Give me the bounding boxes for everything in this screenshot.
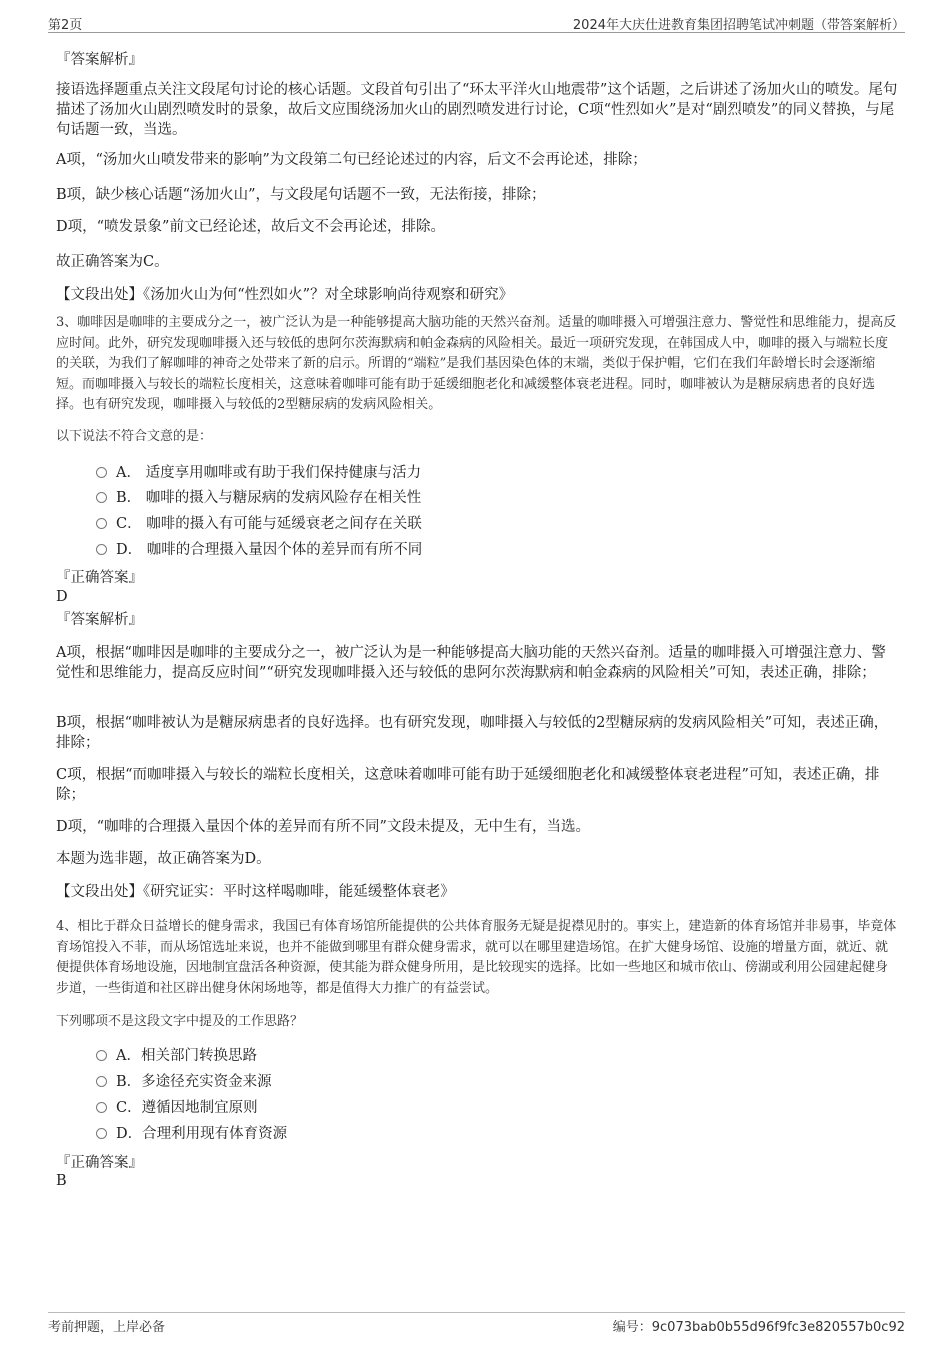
radio-icon[interactable] bbox=[96, 1076, 107, 1087]
q4-option-c[interactable]: C．遵循因地制宜原则 bbox=[96, 1098, 258, 1118]
q2-analysis-intro: 接语选择题重点关注文段尾句讨论的核心话题。文段首句引出了“环太平洋火山地震带”这个话题，之后讲述了汤加火山的喷发。尾句描述了汤加火山剧烈喷发时的景象，故后文应围绕汤加火山的剧烈喷发进行讨论，C项“性烈如火”是对“剧烈喷发”的同义替换，与尾句话题一致，当选。 bbox=[56, 82, 898, 138]
page-footer bbox=[48, 1312, 905, 1335]
page-number: 第2页 bbox=[48, 18, 83, 33]
q4-passage: 4、相比于群众日益增长的健身需求，我国已有体育场馆所能提供的公共体育服务无疑是捉襟见肘的。事实上，建造新的体育场馆并非易事，毕竟体育场馆投入不菲，而从场馆选址来说，也并不能做到哪里有群众健身需求，就可以在哪里建造场馆。在扩大健身场馆、设施的增量方面，就近、就便提供体育场地设施，因地制宜盘活各种资源，使其能为群众健身所用，是比较现实的选择。比如一些地区和城市依山、傍湖或利用公园建起健身步道，一些街道和社区辟出健身休闲场地等，都是值得大力推广的有益尝试。 bbox=[56, 919, 897, 996]
q3-answer: D bbox=[56, 589, 68, 605]
document-code: 编号：9c073bab0b55d96f9fc3e820557b0c92 bbox=[612, 1320, 905, 1335]
q3-analysis-a: A项，根据“咖啡因是咖啡的主要成分之一，被广泛认为是一种能够提高大脑功能的天然兴奋剂。适量的咖啡摄入可增强注意力、警觉性和思维能力，提高反应时间”“研究发现咖啡摄入还与较低的患阿尔茨海默病和帕金森病的风险相关”可知，表述正确，排除； bbox=[56, 645, 886, 681]
q3-option-a[interactable]: A． 适度享用咖啡或有助于我们保持健康与活力 bbox=[96, 463, 421, 483]
q2-analysis-d: D项，“喷发景象”前文已经论述，故后文不会再论述，排除。 bbox=[56, 219, 445, 235]
document-title: 2024年大庆仕进教育集团招聘笔试冲刺题（带答案解析） bbox=[572, 18, 905, 33]
q4-answer: B bbox=[56, 1173, 67, 1189]
q2-analysis-a: A项，“汤加火山喷发带来的影响”为文段第二句已经论述过的内容，后文不会再论述，排除； bbox=[56, 152, 647, 168]
q4-option-b[interactable]: B．多途径充实资金来源 bbox=[96, 1072, 272, 1092]
radio-icon[interactable] bbox=[96, 1050, 107, 1061]
radio-icon[interactable] bbox=[96, 1102, 107, 1113]
q3-option-b[interactable]: B． 咖啡的摄入与糖尿病的发病风险存在相关性 bbox=[96, 488, 421, 508]
q3-question: 以下说法不符合文意的是： bbox=[56, 429, 213, 444]
q3-passage: 3、咖啡因是咖啡的主要成分之一，被广泛认为是一种能够提高大脑功能的天然兴奋剂。适量的咖啡摄入可增强注意力、警觉性和思维能力，提高反应时间。此外，研究发现咖啡摄入还与较低的患阿尔茨海默病和帕金森病的风险相关。最近一项研究发现，在韩国成人中，咖啡的摄入与端粒长度的关联，为我们了解咖啡的神奇之处带来了新的启示。所谓的“端粒”是我们基因染色体的末端，类似于保护帽，它们在我们年龄增长时会逐渐缩短。而咖啡摄入与较长的端粒长度相关，这意味着咖啡可能有助于延缓细胞老化和减缓整体衰老进程。同时，咖啡被认为是糖尿病患者的良好选择。也有研究发现，咖啡摄入与较低的2型糖尿病的发病风险相关。 bbox=[56, 315, 897, 412]
q3-source: 【文段出处】《研究证实：平时这样喝咖啡，能延缓整体衰老》 bbox=[56, 884, 455, 900]
radio-icon[interactable] bbox=[96, 492, 107, 503]
radio-icon[interactable] bbox=[96, 1128, 107, 1139]
q4-answer-label: 『正确答案』 bbox=[56, 1155, 143, 1171]
q4-question: 下列哪项不是这段文字中提及的工作思路？ bbox=[56, 1014, 304, 1029]
q3-answer-label: 『正确答案』 bbox=[56, 570, 143, 586]
footer-slogan: 考前押题，上岸必备 bbox=[48, 1320, 166, 1335]
q4-option-d[interactable]: D．合理利用现有体育资源 bbox=[96, 1124, 287, 1144]
q3-conclusion: 本题为选非题，故正确答案为D。 bbox=[56, 851, 271, 867]
q2-analysis-label: 『答案解析』 bbox=[56, 52, 143, 68]
q3-analysis-c: C项，根据“而咖啡摄入与较长的端粒长度相关，这意味着咖啡可能有助于延缓细胞老化和减缓整体衰老进程”可知，表述正确，排除； bbox=[56, 767, 880, 803]
radio-icon[interactable] bbox=[96, 544, 107, 555]
q3-analysis-b: B项，根据“咖啡被认为是糖尿病患者的良好选择。也有研究发现，咖啡摄入与较低的2型糖尿病的发病风险相关”可知，表述正确，排除； bbox=[56, 715, 889, 751]
page-header bbox=[48, 12, 905, 33]
q2-conclusion: 故正确答案为C。 bbox=[56, 254, 169, 270]
q3-option-c[interactable]: C． 咖啡的摄入有可能与延缓衰老之间存在关联 bbox=[96, 514, 422, 534]
radio-icon[interactable] bbox=[96, 518, 107, 529]
q3-analysis-label: 『答案解析』 bbox=[56, 612, 143, 628]
q3-option-d[interactable]: D． 咖啡的合理摄入量因个体的差异而有所不同 bbox=[96, 540, 422, 560]
q2-analysis-b: B项，缺少核心话题“汤加火山”，与文段尾句话题不一致，无法衔接，排除； bbox=[56, 187, 546, 203]
radio-icon[interactable] bbox=[96, 467, 107, 478]
q3-analysis-d: D项，“咖啡的合理摄入量因个体的差异而有所不同”文段未提及，无中生有，当选。 bbox=[56, 819, 590, 835]
q2-source: 【文段出处】《汤加火山为何“性烈如火”？对全球影响尚待观察和研究》 bbox=[56, 287, 514, 303]
q4-option-a[interactable]: A．相关部门转换思路 bbox=[96, 1046, 257, 1066]
